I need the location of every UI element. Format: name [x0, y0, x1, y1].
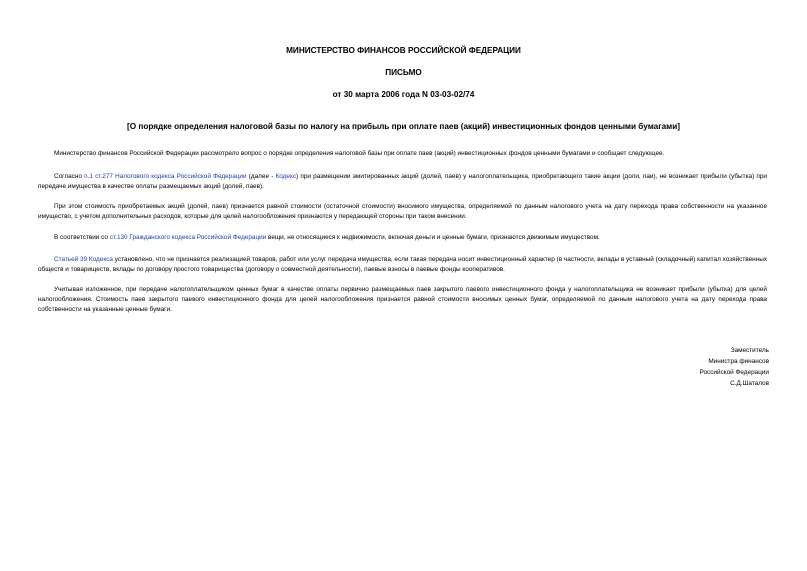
ministry-heading: МИНИСТЕРСТВО ФИНАНСОВ РОССИЙСКОЙ ФЕДЕРАЦИИ — [286, 46, 521, 55]
tax-code-article-link[interactable]: п.1 ст.277 Налогового кодекса Российской Федерации — [84, 173, 247, 180]
paragraph-5 — [38, 255, 767, 275]
paragraph-2-text: Согласно — [54, 173, 85, 180]
signature-name: С.Д.Шаталов — [730, 380, 769, 387]
document-date-number: от 30 марта 2006 года N 03-03-02/74 — [332, 90, 475, 99]
article-39-link[interactable]: Статьей 39 Кодекса — [54, 256, 113, 263]
paragraph-2-text: ) при размещении эмитированных акций (долей, паев) у налогоплательщика, приобретающего такие акции (доли, паи), не возникает прибыли (убытка) при передаче имущества в качестве оплаты размещаемых акций (долей, паев). — [38, 173, 767, 190]
civil-code-article-link[interactable]: ст.130 Гражданского кодекса Российской Федерации — [109, 234, 267, 241]
paragraph-4-text: вещи, не относящиеся к недвижимости, включая деньги и ценные бумаги, признаются движимым имуществом. — [266, 234, 600, 241]
paragraph-2 — [38, 172, 767, 192]
paragraph-4-text: В соответствии со — [54, 234, 110, 241]
paragraph-6: Учитывая изложенное, при передаче налогоплательщиком ценных бумаг в качестве оплаты первично размещаемых паев закрытого паевого инвестиционного фонда у налогоплательщика не возникает прибыли (убытка) для целей налогообложения. Стоимость паев закрытого паевого инвестиционного фонда для целей налогообложения признается равной стоимости вносимых ценных бумаг, определяемой по данным налогового учета на дату перехода права собственности на указанные ценные бумаги. — [38, 286, 767, 313]
paragraph-4 — [38, 233, 767, 243]
signature-ministry: Министра финансов — [708, 358, 769, 365]
paragraph-1: Министерство финансов Российской Федерации рассмотрело вопрос о порядке определения налоговой базы при оплате паев (акций) инвестиционных фондов ценными бумагами и сообщает следующее. — [54, 150, 665, 157]
paragraph-3: При этом стоимость приобретаемых акций (долей, паев) признается равной стоимости (остаточной стоимости) вносимого имущества, определяемой по данным налогового учета на дату перехода права собственности на указанное имущество, с учетом дополнительных расходов, которые для целей налогообложения признаются у передающей стороны при таком внесении. — [38, 203, 767, 220]
document-type: ПИСЬМО — [385, 68, 422, 77]
code-link[interactable]: Кодекс — [275, 173, 297, 180]
paragraph-2-text: (далее - — [246, 173, 276, 180]
signature-country: Российской Федерации — [699, 369, 769, 376]
document-title: [О порядке определения налоговой базы по налогу на прибыль при оплате паев (акций) инвестиционных фондов ценными бумагами] — [127, 122, 680, 131]
signature-position: Заместитель — [730, 347, 769, 354]
paragraph-5-text: установлено, что не признается реализацией товаров, работ или услуг передача имущества, если такая передача носит инвестиционный характер (в частности, вклады в уставный (складочный) капитал хозяйственных обществ и товариществ, вклады по договору простого товарищества (договору о совместной деятельности), паевые взносы в паевые фонды кооперативов. — [38, 256, 767, 273]
